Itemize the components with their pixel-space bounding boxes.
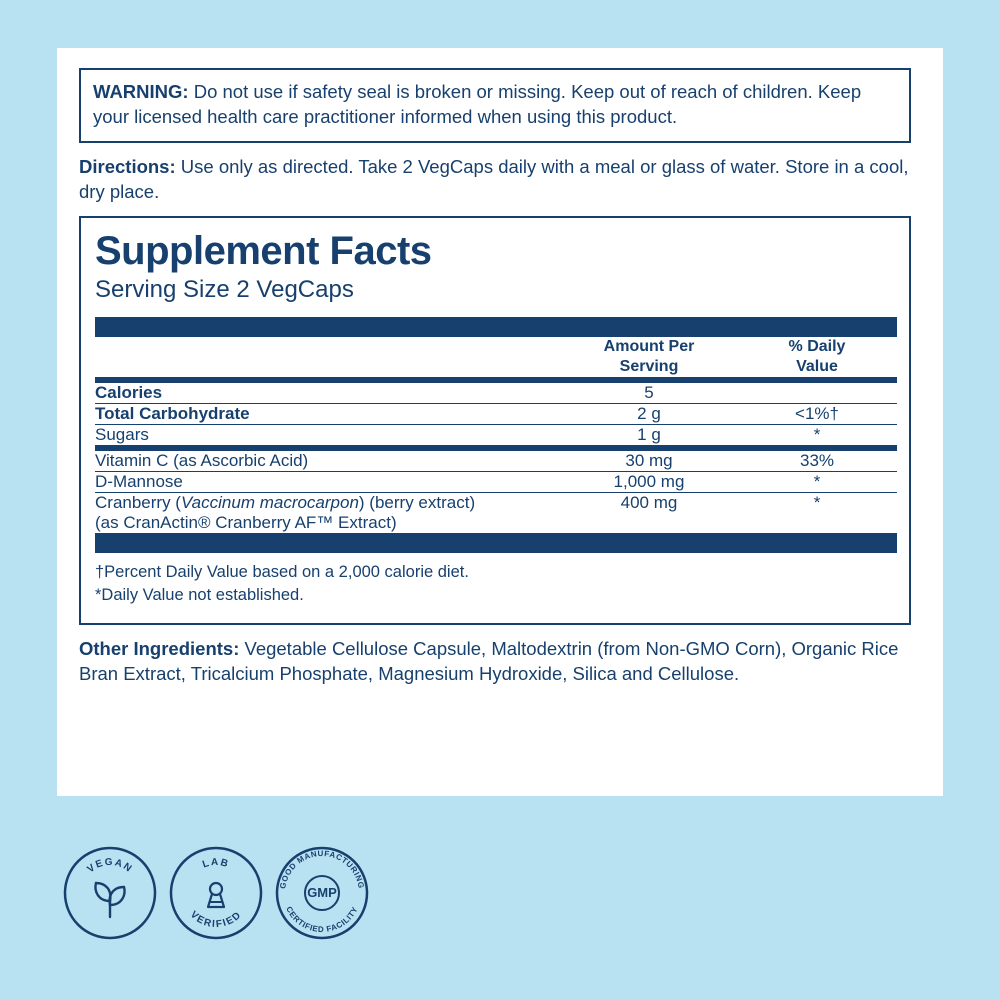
svg-text:CERTIFIED FACILITY: CERTIFIED FACILITY	[284, 905, 360, 935]
table-row	[95, 471, 897, 492]
warning-box	[79, 68, 911, 143]
footnotes	[95, 561, 895, 607]
supplement-facts-title: Supplement Facts	[95, 229, 432, 274]
row-name: Vitamin C (as Ascorbic Acid)	[95, 450, 309, 470]
row-dv: *	[737, 424, 897, 445]
footnote-not-established: *Daily Value not established.	[95, 585, 304, 604]
directions-label: Directions:	[79, 156, 176, 178]
other-ingredients-label: Other Ingredients:	[79, 637, 240, 659]
header-amount-line1: Amount Per	[603, 337, 695, 355]
table-row	[95, 424, 897, 445]
row-dv: <1%†	[737, 403, 897, 424]
svg-text:VERIFIED: VERIFIED	[187, 909, 245, 931]
row-amount	[561, 513, 737, 533]
warning-label: WARNING:	[93, 81, 189, 102]
svg-text:GMP: GMP	[307, 885, 337, 900]
svg-text:VEGAN: VEGAN	[85, 856, 135, 876]
row-name-species: Vaccinum macrocarpon	[180, 492, 359, 512]
header-dv-line2: Value	[796, 357, 838, 375]
row-amount: 1 g	[561, 424, 737, 445]
row-amount: 30 mg	[625, 450, 673, 470]
other-ingredients-body: Vegetable Cellulose Capsule, Maltodextrin (from Non-GMO Corn), Organic Rice Bran Extract, Tricalcium Phosphate, Magnesium Hydroxide, Silica and Cellulose.	[79, 637, 899, 684]
table-row	[95, 513, 897, 533]
table-row	[95, 451, 897, 472]
svg-text:GOOD MANUFACTURING: GOOD MANUFACTURING	[278, 848, 366, 890]
row-amount: 1,000 mg	[561, 471, 737, 492]
lab-verified-seal	[168, 845, 264, 941]
table-header-row	[95, 337, 897, 377]
other-ingredients-text	[79, 637, 917, 686]
row-amount: 2 g	[561, 403, 737, 424]
serving-size: Serving Size 2 VegCaps	[95, 276, 354, 304]
supplement-facts-table	[95, 317, 897, 553]
row-name: Sugars	[95, 424, 561, 445]
label-panel	[57, 48, 943, 796]
row-dv: *	[737, 471, 897, 492]
row-name: (as CranActin® Cranberry AF™ Extract)	[95, 512, 397, 532]
table-top-bar	[95, 317, 897, 337]
row-dv	[737, 383, 897, 404]
warning-body: Do not use if safety seal is broken or missing. Keep out of reach of children. Keep your licensed health care practitioner informed when using this product.	[93, 81, 862, 127]
row-name: Total Carbohydrate	[95, 403, 561, 424]
row-name-pre: Cranberry (	[95, 492, 181, 512]
directions-body: Use only as directed. Take 2 VegCaps daily with a meal or glass of water. Store in a cool, dry place.	[79, 156, 909, 202]
row-name	[95, 492, 561, 513]
header-dv-line1: % Daily	[788, 337, 846, 355]
table-row	[95, 492, 897, 513]
row-dv: *	[737, 492, 897, 513]
row-name-post: ) (berry extract)	[358, 492, 476, 512]
row-dv: 33%	[799, 450, 835, 470]
supplement-facts-panel	[79, 216, 911, 625]
row-name: Calories	[95, 382, 163, 402]
header-amount-line2: Serving	[619, 357, 679, 375]
warning-text	[93, 80, 897, 129]
table-row	[95, 403, 897, 424]
label-content	[79, 68, 921, 686]
directions-text	[79, 155, 917, 204]
certification-seals	[62, 845, 392, 950]
table-row	[95, 383, 897, 404]
row-amount: 400 mg	[561, 492, 737, 513]
svg-text:LAB: LAB	[201, 856, 231, 871]
row-name: D-Mannose	[95, 471, 561, 492]
vegan-seal	[62, 845, 158, 941]
row-dv	[737, 513, 897, 533]
row-amount: 5	[644, 382, 654, 402]
gmp-seal	[274, 845, 370, 941]
header-daily-value	[737, 337, 897, 377]
header-amount-per-serving	[561, 337, 737, 377]
footnote-daily-value: †Percent Daily Value based on a 2,000 calorie diet.	[95, 562, 469, 581]
table-bottom-bar	[95, 533, 897, 553]
